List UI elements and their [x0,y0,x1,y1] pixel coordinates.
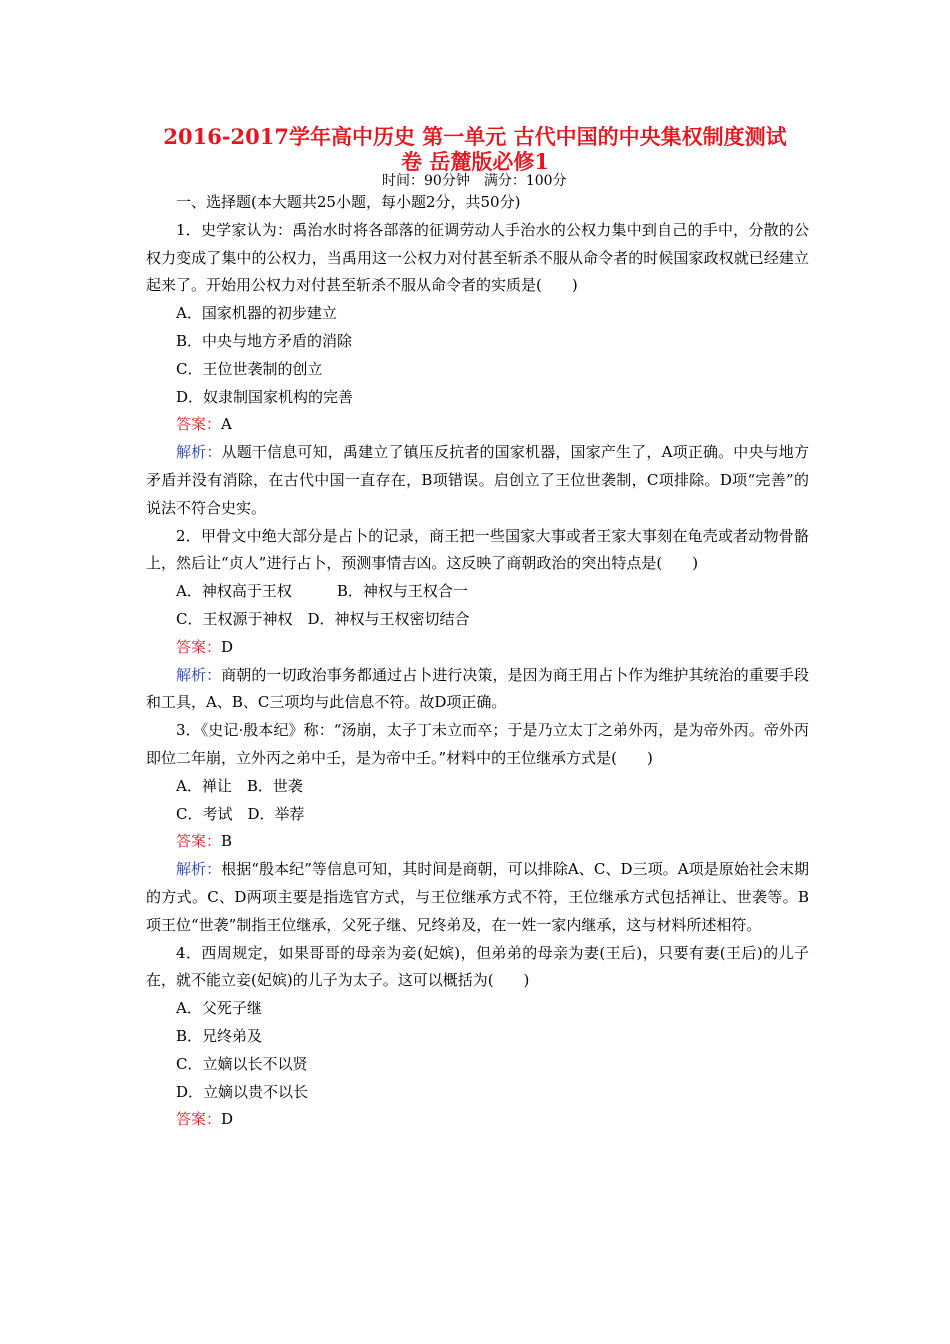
option: B．中央与地方矛盾的消除 [176,331,353,350]
answer-line [146,1106,809,1134]
title-line-2: 卷 岳麓版必修1 [401,149,549,174]
option: D．立嫡以贵不以长 [176,1082,309,1101]
explanation-label: 解析： [176,860,222,879]
option: A．国家机器的初步建立 [176,304,337,323]
answer-value: D [221,1110,234,1129]
question-stem: 2．甲骨文中绝大部分是占卜的记录，商王把一些国家大事或者王家大事刻在龟壳或者动物骨骼上，然后让“贞人”进行占卜，预测事情吉凶。这反映了商朝政治的突出特点是( ) [146,526,809,573]
option: C．立嫡以长不以贤 [176,1054,308,1073]
explanation-text: 从题干信息可知，禹建立了镇压反抗者的国家机器，国家产生了，A项正确。中央与地方矛盾并没有消除，在古代中国一直存在，B项错误。启创立了王位世袭制，C项排除。D项“完善”的说法不符合史实。 [146,443,809,517]
exam-info: 时间：90分钟 满分：100分 [382,173,567,189]
answer-line [146,634,809,662]
answer-label: 答案： [176,832,222,851]
option: C．考试 D．举荐 [176,804,305,823]
question-3 [146,717,809,939]
answer-label: 答案： [176,415,222,434]
explanation-label: 解析： [176,665,222,684]
option: C．王位世袭制的创立 [176,359,323,378]
explanation-text: 商朝的一切政治事务都通过占卜进行决策，是因为商王用占卜作为维护其统治的重要手段和工具，A、B、C三项均与此信息不符。故D项正确。 [146,665,809,712]
answer-label: 答案： [176,637,222,656]
explanation-text: 根据“殷本纪”等信息可知，其时间是商朝，可以排除A、C、D三项。A项是原始社会末期的方式。C、D两项主要是指选官方式，与王位继承方式不符，王位继承方式包括禅让、世袭等。B项王位“世袭”制指王位继承，父死子继、兄终弟及，在一姓一家内继承，这与材料所述相符。 [146,860,809,934]
option: D．奴隶制国家机构的完善 [176,387,354,406]
answer-value: B [221,832,233,851]
answer-line [146,411,809,439]
document-body [146,189,809,1134]
section-heading: 一、选择题(本大题共25小题，每小题2分，共50分) [176,193,521,211]
option: A．神权高于王权 B．神权与王权合一 [176,582,468,601]
explanation-label: 解析： [176,443,222,462]
question-1 [146,217,809,523]
option: B．兄终弟及 [176,1026,263,1045]
explanation [146,856,809,939]
question-stem: 3．《史记·殷本纪》称：“汤崩，太子丁未立而卒；于是乃立太丁之弟外丙，是为帝外丙。帝外丙即位二年崩，立外丙之弟中壬，是为帝中壬。”材料中的王位继承方式是( ) [146,721,809,767]
answer-value: D [221,637,234,656]
document-title [150,124,800,174]
option: A．父死子继 [176,999,262,1018]
question-stem: 4．西周规定，如果哥哥的母亲为妾(妃嫔)，但弟弟的母亲为妻(王后)，只要有妻(王后)的儿子在，就不能立妾(妃嫔)的儿子为太子。这可以概括为( ) [146,943,809,990]
answer-value: A [221,415,232,434]
answer-label: 答案： [176,1110,222,1129]
explanation [146,439,809,522]
option: C．王权源于神权 D．神权与王权密切结合 [176,609,470,628]
question-4 [146,940,809,1135]
question-stem: 1．史学家认为：禹治水时将各部落的征调劳动人手治水的公权力集中到自己的手中，分散的公权力变成了集中的公权力，当禹用这一公权力对付甚至斩杀不服从命令者的时候国家政权就已经建立起来了。开始用公权力对付甚至斩杀不服从命令者的实质是( ) [146,220,809,295]
answer-line [146,828,809,856]
question-2 [146,523,809,718]
option: A．禅让 B．世袭 [176,776,303,795]
explanation [146,662,809,718]
title-line-1: 2016-2017学年高中历史 第一单元 古代中国的中央集权制度测试 [163,124,787,149]
